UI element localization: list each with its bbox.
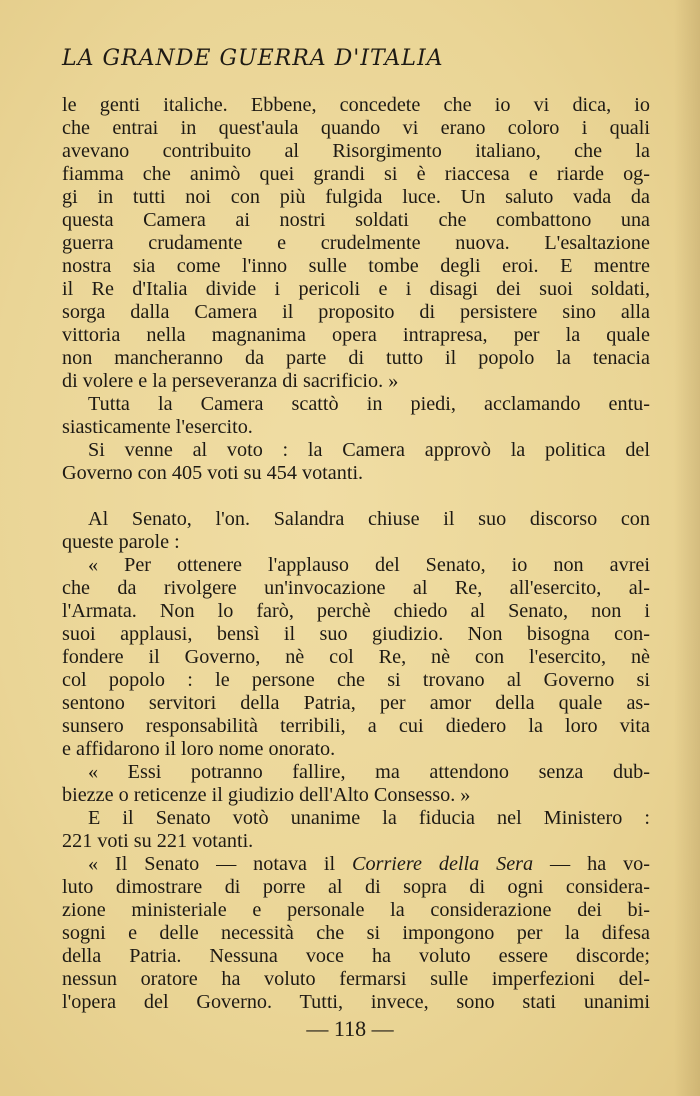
text-line: Si venne al voto : la Camera approvò la politica del [88, 439, 650, 461]
text-line: zione ministeriale e personale la considerazione dei bi- [62, 899, 650, 921]
text-line: E il Senato votò unanime la fiducia nel Ministero : [88, 807, 650, 829]
text-line: Governo con 405 voti su 454 votanti. [62, 462, 364, 484]
text-line: queste parole : [62, 531, 180, 553]
newspaper-title: Corriere della Sera [352, 853, 534, 875]
text-line: sentono servitori della Patria, per amor della quale as- [62, 692, 650, 714]
text-line: sorga dalla Camera il proposito di persistere sino alla [62, 301, 650, 323]
text-line: guerra crudamente e crudelmente nuova. L'esaltazione [62, 232, 650, 254]
text-line: 221 voti su 221 votanti. [62, 830, 254, 852]
text-line: luto dimostrare di porre al di sopra di ogni considera- [62, 876, 650, 898]
text-line: col popolo : le persone che si trovano al Governo si [62, 669, 650, 691]
text-line: e affidarono il loro nome onorato. [62, 738, 336, 760]
text-line: l'Armata. Non lo farò, perchè chiedo al Senato, non i [62, 600, 650, 622]
text-line: gi in tutti noi con più fulgida luce. Un saluto vada da [62, 186, 650, 208]
paragraph-gap [62, 485, 650, 508]
text-line [62, 853, 650, 876]
text-line: che entrai in quest'aula quando vi erano coloro i quali [62, 117, 650, 139]
text-line: il Re d'Italia divide i pericoli e i disagi dei suoi soldati, [62, 278, 650, 300]
text-line: fiamma che animò quei grandi si è riaccesa e riarde og- [62, 163, 650, 185]
text-line: « Per ottenere l'applauso del Senato, io non avrei [88, 554, 650, 576]
text-line: Al Senato, l'on. Salandra chiuse il suo discorso con [88, 508, 650, 530]
text-line: questa Camera ai nostri soldati che combattono una [62, 209, 650, 231]
page-edge-shadow [674, 0, 700, 1096]
text-line: suoi applausi, bensì il suo giudizio. Non bisogna con- [62, 623, 650, 645]
text-line: sogni e delle necessità che si impongono per la difesa [62, 922, 650, 944]
text-line: nessun oratore ha voluto fermarsi sulle imperfezioni del- [62, 968, 650, 990]
text-line: che da rivolgere un'invocazione al Re, all'esercito, al- [62, 577, 650, 599]
text-line: avevano contribuito al Risorgimento italiano, che la [62, 140, 650, 162]
text-segment: « Il Senato — notava il [88, 853, 353, 875]
text-line: sunsero responsabilità terribili, a cui diedero la loro vita [62, 715, 650, 737]
text-line: nostra sia come l'inno sulle tombe degli eroi. E mentre [62, 255, 650, 277]
text-line: della Patria. Nessuna voce ha voluto essere discorde; [62, 945, 650, 967]
page-number: — 118 — [306, 1016, 394, 1041]
text-line: « Essi potranno fallire, ma attendono senza dub- [88, 761, 650, 783]
text-line: vittoria nella magnanima opera intrapresa, per la quale [62, 324, 650, 346]
text-line: Tutta la Camera scattò in piedi, acclamando entu- [88, 393, 650, 415]
text-line: siasticamente l'esercito. [62, 416, 253, 438]
text-segment: — ha vo- [533, 853, 650, 875]
text-line: non mancheranno da parte di tutto il popolo la tenacia [62, 347, 650, 369]
running-head: LA GRANDE GUERRA D'ITALIA [62, 46, 444, 71]
text-line: fondere il Governo, nè col Re, nè con l'esercito, nè [62, 646, 650, 668]
text-line: di volere e la perseveranza di sacrificio. » [62, 370, 399, 392]
text-line: le genti italiche. Ebbene, concedete che io vi dica, io [62, 94, 650, 116]
text-line: biezze o reticenze il giudizio dell'Alto Consesso. » [62, 784, 471, 806]
body-text [62, 94, 650, 1014]
text-line: l'opera del Governo. Tutti, invece, sono stati unanimi [62, 991, 650, 1013]
